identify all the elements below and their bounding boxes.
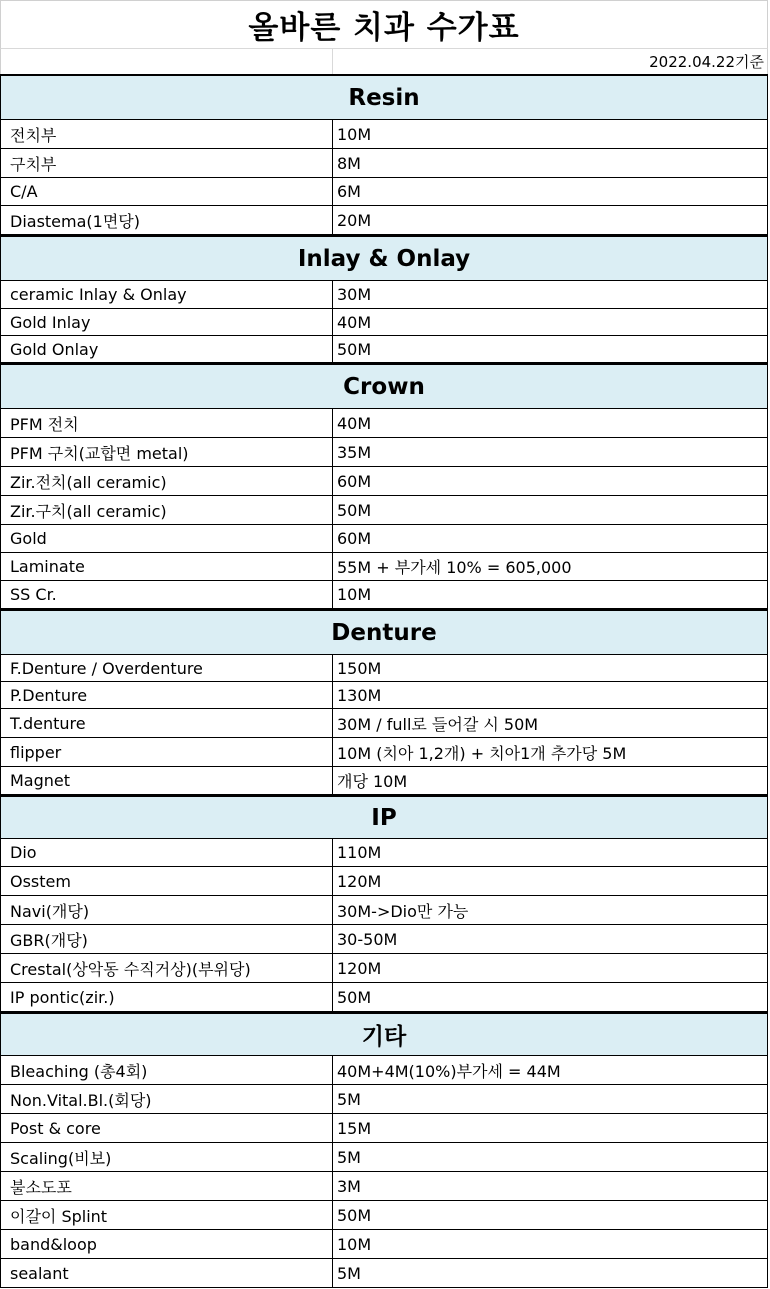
treatment-name-cell: F.Denture / Overdenture [1,655,333,681]
table-row [0,738,768,767]
table-row [0,925,768,954]
section-header: Inlay & Onlay [0,235,768,281]
price-cell: 50M [337,339,372,359]
treatment-name-cell: Zir.구치(all ceramic) [1,496,333,524]
treatment-name-cell: Magnet [1,767,333,794]
treatment-name-cell: PFM 전치 [1,409,333,437]
price-cell: 5M [337,1263,361,1283]
section-header: Resin [0,74,768,120]
treatment-name-cell: Gold [1,525,333,552]
treatment-name-cell: Crestal(상악동 수직거상)(부위당) [1,954,333,982]
treatment-name-cell: PFM 구치(교합면 metal) [1,438,333,466]
treatment-name-cell: Bleaching (총4회) [1,1056,333,1084]
price-cell: 50M [337,1205,372,1225]
price-cell: 50M [337,500,372,520]
price-cell: 8M [337,153,361,173]
table-row [0,206,768,235]
treatment-name-cell: sealant [1,1259,333,1287]
price-cell: 120M [337,958,382,978]
treatment-name-cell: GBR(개당) [1,925,333,953]
page-title: 올바른 치과 수가표 [248,10,520,46]
table-row [0,1201,768,1230]
table-row [0,767,768,795]
section-header: Denture [0,609,768,655]
table-row [0,1259,768,1288]
treatment-name-cell: SS Cr. [1,581,333,608]
table-row [0,1143,768,1172]
section-header: Crown [0,363,768,409]
table-row [0,553,768,581]
treatment-name-cell: 전치부 [1,120,333,148]
table-row [0,309,768,336]
price-cell: 40M [337,312,372,332]
treatment-name-cell: Zir.전치(all ceramic) [1,467,333,495]
table-row [0,709,768,738]
price-cell: 6M [337,182,361,201]
table-row [0,409,768,438]
treatment-name-cell: Dio [1,839,333,866]
price-cell: 10M [337,1234,372,1254]
table-row [0,1056,768,1085]
treatment-name-cell: Scaling(비보) [1,1143,333,1171]
price-cell: 55M + 부가세 10% = 605,000 [337,558,572,577]
treatment-name-cell: T.denture [1,709,333,737]
treatment-name-cell: 구치부 [1,149,333,177]
price-cell: 10M [337,585,372,604]
price-cell: 30M->Dio만 가능 [337,901,469,921]
table-row [0,839,768,867]
section-header: IP [0,795,768,839]
price-cell: 35M [337,442,372,462]
price-cell: 150M [337,658,382,678]
date-row-empty-cell [1,49,333,74]
price-cell: 3M [337,1176,361,1196]
treatment-name-cell: IP pontic(zir.) [1,983,333,1011]
price-cell: 10M (치아 1,2개) + 치아1개 추가당 5M [337,743,627,763]
table-row [0,438,768,467]
treatment-name-cell: 이갈이 Splint [1,1201,333,1229]
table-row [0,178,768,206]
price-cell: 5M [337,1147,361,1167]
treatment-name-cell: Osstem [1,867,333,895]
table-row [0,1085,768,1114]
table-row [0,954,768,983]
price-cell: 30M [337,285,372,304]
table-row [0,655,768,682]
table-row [0,1114,768,1143]
price-cell: 130M [337,685,382,705]
table-row [0,336,768,363]
price-cell: 15M [337,1118,372,1138]
treatment-name-cell: band&loop [1,1230,333,1258]
treatment-name-cell: ceramic Inlay & Onlay [1,281,333,308]
price-cell: 30M / full로 들어갈 시 50M [337,714,539,734]
price-cell: 40M [337,413,372,433]
table-row [0,867,768,896]
treatment-name-cell: C/A [1,178,333,205]
treatment-name-cell: flipper [1,738,333,766]
price-cell: 5M [337,1089,361,1109]
table-row [0,525,768,553]
treatment-name-cell: Gold Onlay [1,336,333,362]
price-cell: 60M [337,471,372,491]
table-row [0,1230,768,1259]
table-row [0,682,768,709]
price-cell: 10M [337,124,372,144]
price-cell: 40M+4M(10%)부가세 = 44M [337,1061,561,1081]
section-header: 기타 [0,1012,768,1056]
table-row [0,149,768,178]
price-cell: 50M [337,987,372,1007]
treatment-name-cell: Diastema(1면당) [1,206,333,234]
table-row [0,983,768,1012]
price-cell: 60M [337,529,372,548]
treatment-name-cell: Laminate [1,553,333,580]
treatment-name-cell: Gold Inlay [1,309,333,335]
treatment-name-cell: 불소도포 [1,1172,333,1200]
treatment-name-cell: Post & core [1,1114,333,1142]
price-cell: 30-50M [337,929,398,949]
price-cell: 개당 10M [337,772,408,791]
table-row [0,1172,768,1201]
date-row [0,48,768,74]
table-row [0,120,768,149]
price-cell: 110M [337,843,382,862]
treatment-name-cell: Non.Vital.Bl.(회당) [1,1085,333,1113]
sections-container [0,74,768,1288]
reference-date: 2022.04.22기준 [649,53,764,71]
price-cell: 20M [337,210,372,230]
table-row [0,896,768,925]
table-row [0,581,768,609]
treatment-name-cell: P.Denture [1,682,333,708]
table-row [0,496,768,525]
title-row [0,0,768,48]
table-row [0,281,768,309]
treatment-name-cell: Navi(개당) [1,896,333,924]
price-cell: 120M [337,871,382,891]
table-row [0,467,768,496]
